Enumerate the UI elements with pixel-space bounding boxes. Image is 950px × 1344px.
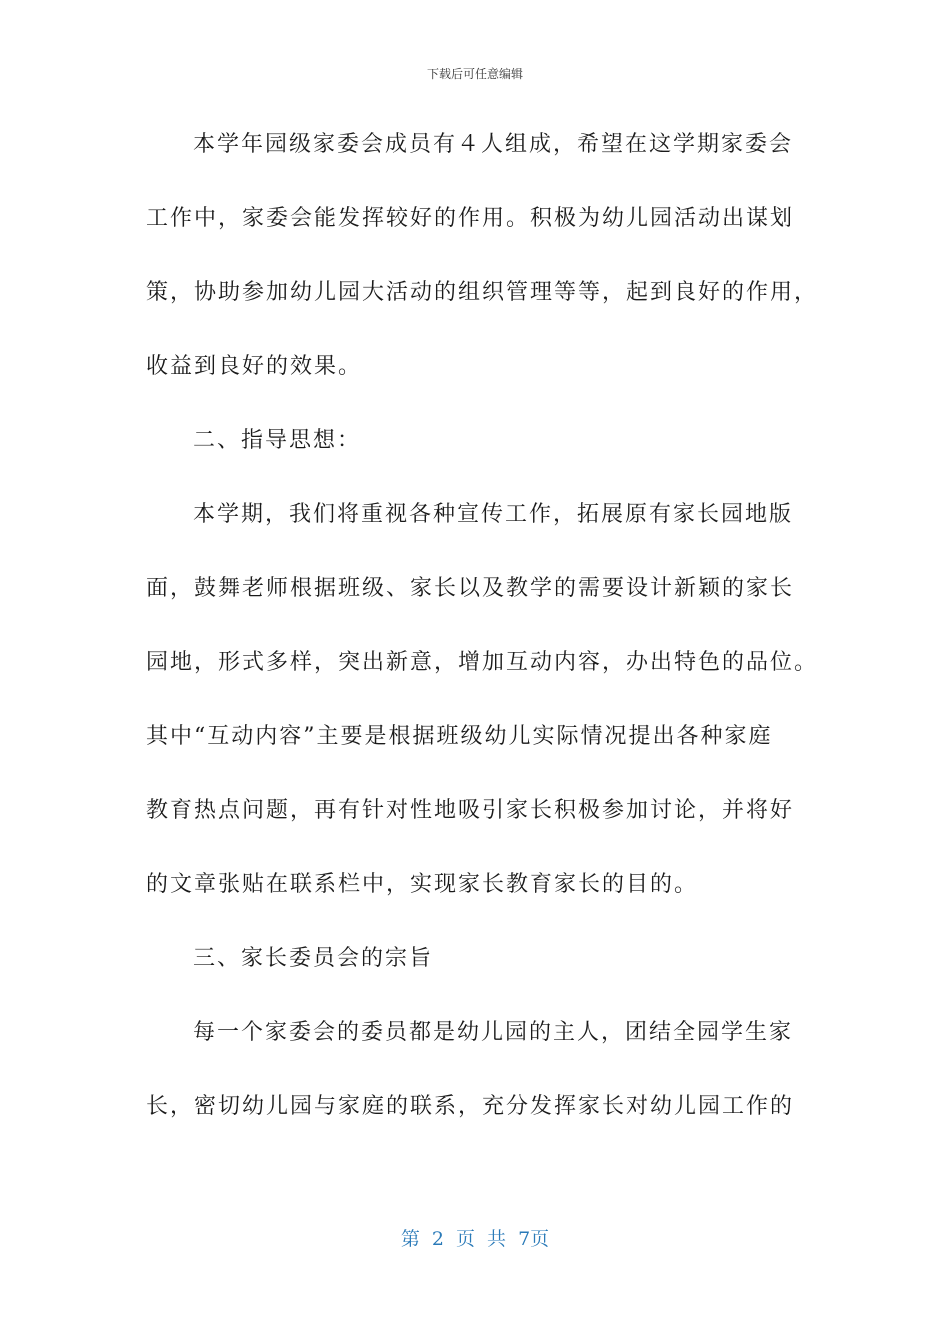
- paragraph-line: 每一个家委会的委员都是幼儿园的主人，团结全园学生家: [193, 1020, 794, 1045]
- section-heading: 二、指导思想：: [193, 428, 362, 453]
- paragraph-line: 长，密切幼儿园与家庭的联系，充分发挥家长对幼儿园工作的: [146, 1094, 795, 1119]
- paragraph-line: 的文章张贴在联系栏中，实现家长教育家长的目的。: [146, 872, 699, 897]
- paragraph-line: 本学年园级家委会成员有４人组成，希望在这学期家委会: [193, 132, 794, 157]
- paragraph-line: 面，鼓舞老师根据班级、家长以及教学的需要设计新颖的家长: [146, 576, 795, 601]
- document-body: [146, 108, 819, 1144]
- paragraph-line: 其中“互动内容”主要是根据班级幼儿实际情况提出各种家庭: [146, 724, 773, 749]
- section-heading: 三、家长委员会的宗旨: [193, 946, 434, 971]
- paragraph-line: 策，协助参加幼儿园大活动的组织管理等等，起到良好的作用，: [146, 280, 819, 305]
- paragraph-line: 园地，形式多样，突出新意，增加互动内容，办出特色的品位。: [146, 650, 819, 675]
- paragraph-line: 教育热点问题，再有针对性地吸引家长积极参加讨论，并将好: [146, 798, 795, 823]
- paragraph-line: 本学期，我们将重视各种宣传工作，拓展原有家长园地版: [193, 502, 794, 527]
- page-header-note: 下载后可任意编辑: [426, 67, 523, 81]
- paragraph-line: 工作中，家委会能发挥较好的作用。积极为幼儿园活动出谋划: [146, 206, 795, 231]
- paragraph-line: 收益到良好的效果。: [146, 354, 363, 379]
- page-number: 第 2 页 共 7页: [400, 1228, 550, 1250]
